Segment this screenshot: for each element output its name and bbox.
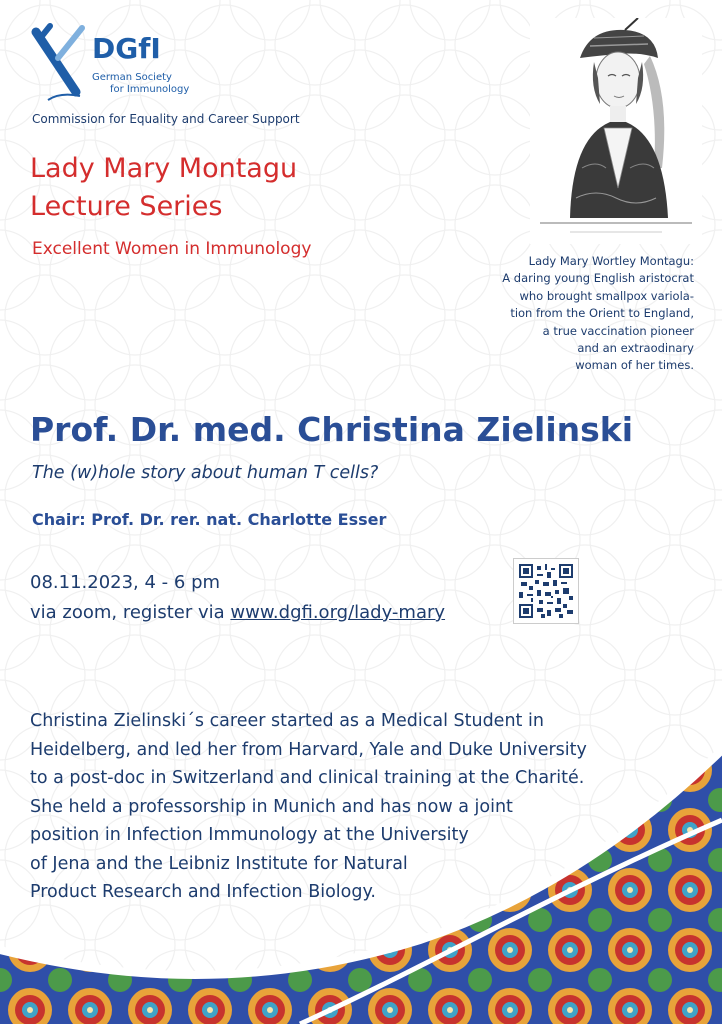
bio-line: Heidelberg, and led her from Harvard, Yale and Duke University [30, 739, 587, 760]
registration-link[interactable]: www.dgfi.org/lady-mary [230, 602, 446, 623]
event-date: 08.11.2023, 4 - 6 pm [30, 572, 221, 593]
caption-line: woman of her times. [575, 358, 694, 373]
caption-line: a true vaccination pioneer [542, 323, 694, 338]
registration-prefix: via zoom, register via [30, 602, 231, 623]
qr-code[interactable] [513, 558, 579, 624]
registration-line [30, 602, 445, 623]
series-title-line2: Lecture Series [30, 191, 223, 222]
qr-code-icon [519, 564, 573, 618]
speaker-bio [30, 707, 670, 907]
logo-subtitle-line2: for Immunology [110, 84, 190, 95]
caption-line: who brought smallpox variola- [519, 288, 694, 303]
logo-title: DGfI [92, 32, 161, 65]
speaker-name: Prof. Dr. med. Christina Zielinski [30, 410, 634, 449]
commission-label: Commission for Equality and Career Support [32, 112, 300, 126]
bio-line: to a post-doc in Switzerland and clinical training at the Charité. [30, 768, 585, 788]
bio-line: She held a professorship in Munich and has now a joint [30, 796, 513, 817]
talk-title: The (w)hole story about human T cells? [32, 463, 379, 483]
caption-line: A daring young English aristocrat [502, 271, 694, 286]
series-title [30, 150, 297, 226]
bio-line: Product Research and Infection Biology. [30, 882, 376, 902]
dgfi-logo [30, 22, 200, 102]
logo-subtitle-line1: German Society [92, 72, 172, 83]
bio-line: position in Infection Immunology at the University [30, 825, 469, 845]
series-title-line1: Lady Mary Montagu [30, 153, 298, 184]
chair-line: Chair: Prof. Dr. rer. nat. Charlotte Esser [32, 510, 387, 529]
portrait-caption [464, 253, 694, 375]
bio-line: of Jena and the Leibniz Institute for Natural [30, 853, 408, 874]
caption-line: and an extraodinary [577, 341, 694, 356]
caption-line: tion from the Orient to England, [510, 306, 694, 321]
bio-line: Christina Zielinski´s career started as a Medical Student in [30, 711, 544, 731]
portrait-engraving [530, 18, 702, 244]
dgfi-logo-icon [30, 22, 88, 102]
series-subtitle: Excellent Women in Immunology [32, 239, 312, 259]
caption-line: Lady Mary Wortley Montagu: [528, 254, 694, 268]
